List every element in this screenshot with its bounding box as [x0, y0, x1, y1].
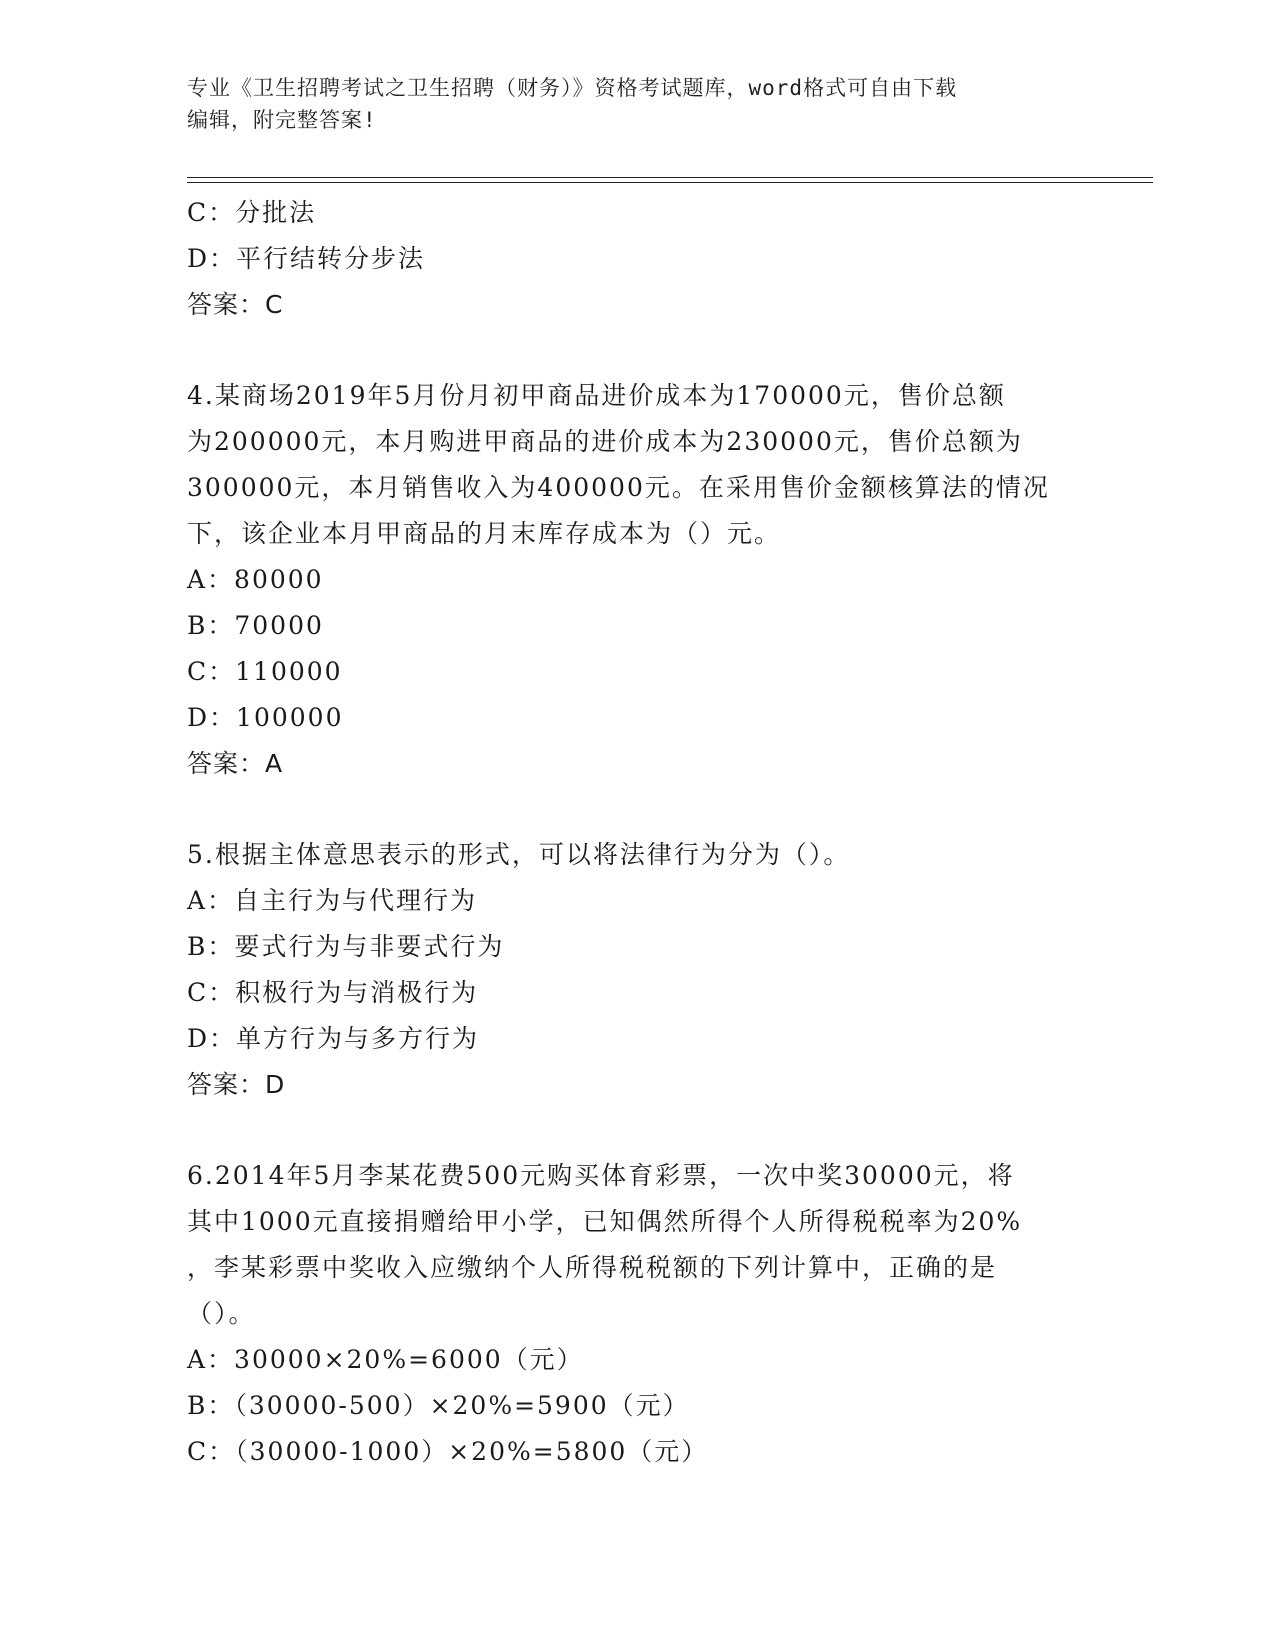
question-text-line: 300000元，本月销售收入为400000元。在采用售价金额核算法的情况	[187, 473, 1050, 502]
option-b: B：70000	[187, 611, 324, 640]
question-text-line: （）。	[187, 1299, 256, 1328]
option-b: B：（30000-500）×20%=5900（元）	[187, 1391, 690, 1420]
option-a: A：自主行为与代理行为	[187, 886, 478, 915]
header-divider-thin	[187, 182, 1153, 183]
header-line-1: 专业《卫生招聘考试之卫生招聘（财务）》资格考试题库，word格式可自由下载	[187, 76, 958, 100]
option-a: A：80000	[187, 565, 324, 594]
question-text-line: 5.根据主体意思表示的形式，可以将法律行为分为（）。	[187, 840, 851, 869]
header-line-2: 编辑，附完整答案!	[187, 108, 377, 132]
answer: 答案：D	[187, 1070, 286, 1099]
answer: 答案：A	[187, 749, 284, 778]
spacer	[187, 328, 1087, 373]
question-3-tail	[187, 190, 1087, 328]
question-text-line: 其中1000元直接捐赠给甲小学，已知偶然所得个人所得税税率为20%	[187, 1207, 1023, 1236]
option-c: C：110000	[187, 657, 343, 686]
option-d: D：单方行为与多方行为	[187, 1024, 480, 1053]
option-c: C：（30000-1000）×20%=5800（元）	[187, 1437, 709, 1466]
spacer	[187, 787, 1087, 832]
option-a: A：30000×20%=6000（元）	[187, 1345, 584, 1374]
question-text-line: 4.某商场2019年5月份月初甲商品进价成本为170000元，售价总额	[187, 381, 1006, 410]
question-text-line: 6.2014年5月李某花费500元购买体育彩票，一次中奖30000元，将	[187, 1161, 1015, 1190]
question-4	[187, 373, 1087, 787]
option-d: D：平行结转分步法	[187, 244, 426, 273]
answer: 答案：C	[187, 290, 284, 319]
option-c: C：积极行为与消极行为	[187, 978, 479, 1007]
document-header	[187, 72, 1077, 136]
spacer	[187, 1108, 1087, 1153]
document-body	[187, 190, 1087, 1475]
question-text-line: 为200000元，本月购进甲商品的进价成本为230000元，售价总额为	[187, 427, 1023, 456]
question-6	[187, 1153, 1087, 1475]
option-c: C：分批法	[187, 198, 317, 227]
option-b: B：要式行为与非要式行为	[187, 932, 505, 961]
option-d: D：100000	[187, 703, 344, 732]
question-text-line: 下，该企业本月甲商品的月末库存成本为（）元。	[187, 519, 782, 548]
question-5	[187, 832, 1087, 1108]
header-divider-thick	[187, 177, 1153, 178]
question-text-line: ，李某彩票中奖收入应缴纳个人所得税税额的下列计算中，正确的是	[187, 1253, 998, 1282]
